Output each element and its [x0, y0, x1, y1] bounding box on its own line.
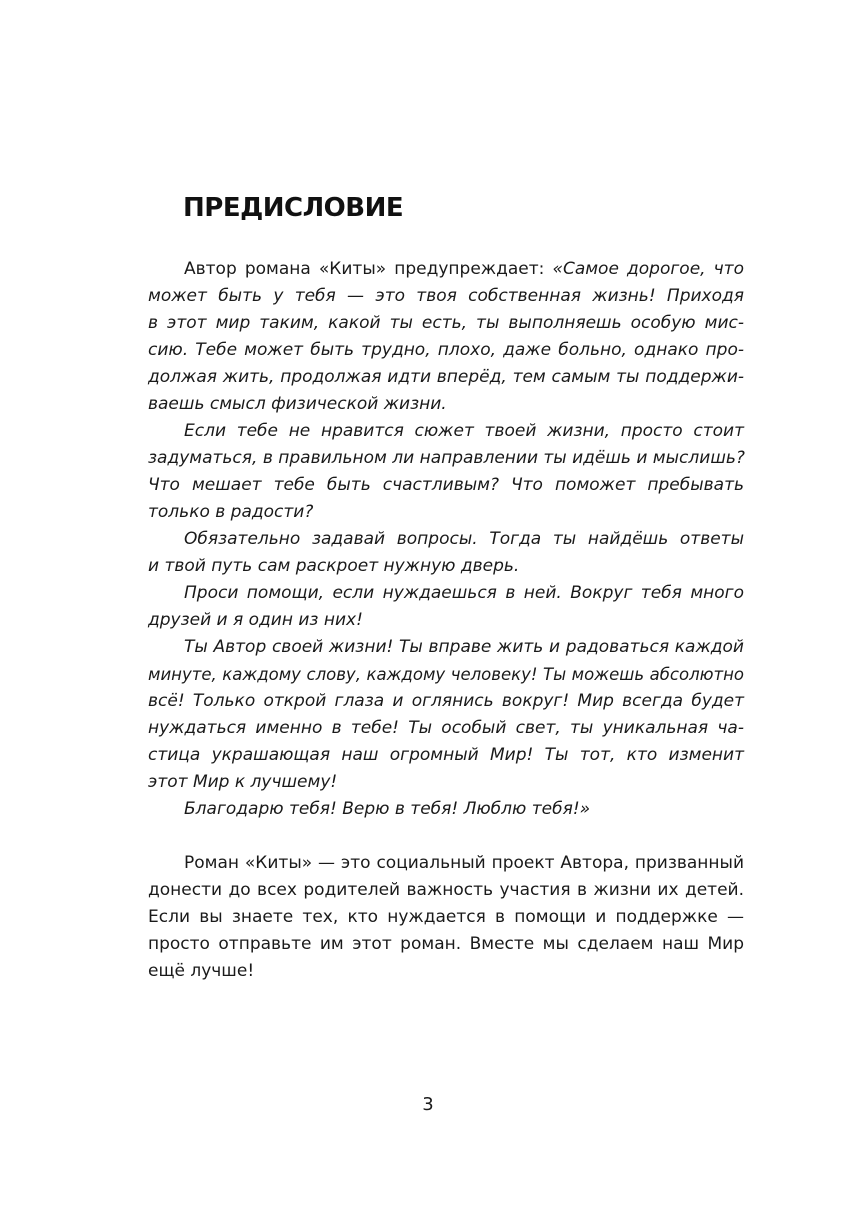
preface-line: всё! Только открой глаза и оглянись вокруг! Мир всегда будет	[148, 691, 744, 711]
preface-line: Благодарю тебя! Верю в тебя! Люблю тебя!»	[184, 799, 591, 819]
about-line: ещё лучше!	[148, 961, 255, 981]
preface-line: минуте, каждому слову, каждому человеку! Ты можешь абсолютно	[148, 665, 744, 684]
preface-line: Обязательно задавай вопросы. Тогда ты найдёшь ответы	[184, 529, 744, 549]
preface-line: ваешь смысл физической жизни.	[148, 394, 447, 414]
page-title: ПРЕДИСЛОВИЕ	[183, 193, 404, 223]
preface-line: стица украшающая наш огромный Мир! Ты тот, кто изменит	[148, 745, 744, 765]
page-number: 3	[422, 1094, 434, 1115]
about-line: донести до всех родителей важность участия в жизни их детей.	[148, 880, 744, 900]
about-line: Если вы знаете тех, кто нуждается в помощи и поддержке —	[148, 907, 744, 927]
preface-line: Проси помощи, если нуждаешься в ней. Вокруг тебя много	[184, 583, 744, 603]
about-line: Роман «Киты» — это социальный проект Автора, призванный	[184, 853, 744, 873]
preface-line: задуматься, в правильном ли направлении ты идёшь и мыслишь?	[148, 448, 745, 468]
preface-line: в этот мир таким, какой ты есть, ты выполняешь особую мис-	[148, 313, 744, 333]
preface-line: может быть у тебя — это твоя собственная жизнь! Приходя	[148, 286, 744, 306]
preface-line: друзей и я один из них!	[148, 610, 363, 630]
preface-line: Что мешает тебе быть счастливым? Что поможет пребывать	[148, 475, 744, 495]
preface-line: и твой путь сам раскроет нужную дверь.	[148, 556, 520, 576]
preface-line: этот Мир к лучшему!	[148, 772, 338, 792]
preface-line: Если тебе не нравится сюжет твоей жизни, просто стоит	[184, 421, 744, 441]
preface-line: нуждаться именно в тебе! Ты особый свет, ты уникальная ча-	[148, 718, 744, 738]
preface-line: сию. Тебе может быть трудно, плохо, даже больно, однако про-	[148, 340, 744, 360]
preface-line	[184, 256, 744, 283]
preface-line-quote: «Самое дорогое, что	[552, 259, 744, 279]
about-line: просто отправьте им этот роман. Вместе мы сделаем наш Мир	[148, 934, 744, 954]
preface-line: Ты Автор своей жизни! Ты вправе жить и радоваться каждой	[184, 637, 744, 657]
preface-line: только в радости?	[148, 502, 314, 522]
preface-line: должая жить, продолжая идти вперёд, тем самым ты поддержи-	[148, 367, 744, 387]
preface-line-prefix: Автор романа «Киты» предупреждает:	[184, 259, 553, 279]
